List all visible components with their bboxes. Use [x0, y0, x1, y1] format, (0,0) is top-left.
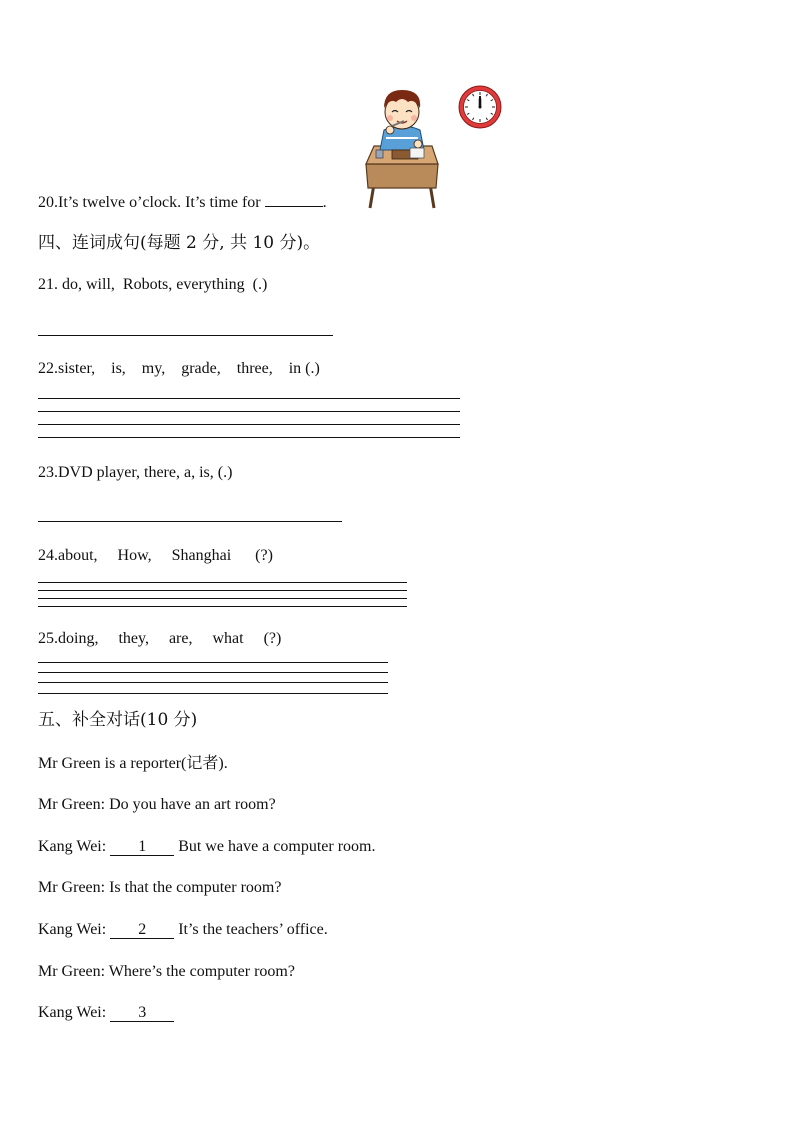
speaker: Kang Wei: — [38, 838, 111, 855]
question-number: 21. — [38, 276, 58, 293]
speaker: Kang Wei: — [38, 921, 111, 938]
question-25 — [38, 629, 281, 649]
question-words: DVD player, there, a, is, (.) — [58, 464, 233, 481]
dialogue-line-2: Kang Wei: 1 But we have a computer room. — [38, 838, 376, 855]
question-24 — [38, 546, 273, 566]
dialogue-line-1: Mr Green: Do you have an art room? — [38, 796, 276, 813]
answer-blank — [265, 206, 323, 207]
question-21 — [38, 275, 267, 295]
dialogue-intro: Mr Green is a reporter(记者). — [38, 755, 228, 772]
answer-line — [38, 437, 460, 438]
answer-line — [38, 521, 342, 522]
question-words: about, How, Shanghai (?) — [58, 547, 273, 564]
dialogue-line-5: Mr Green: Where’s the computer room? — [38, 963, 295, 980]
question-number: 24. — [38, 547, 58, 564]
answer-line — [38, 411, 460, 412]
question-text: It’s twelve o’clock. It’s time for — [58, 194, 265, 211]
answer-blank-1: 1 — [110, 838, 174, 856]
speaker: Kang Wei: — [38, 1004, 111, 1021]
question-number: 23. — [38, 464, 58, 481]
question-20: 20.It’s twelve o’clock. It’s time for . — [38, 194, 327, 211]
dialogue-line-4: Kang Wei: 2 It’s the teachers’ office. — [38, 921, 328, 938]
dialogue-line-3: Mr Green: Is that the computer room? — [38, 879, 282, 896]
question-words: doing, they, are, what (?) — [58, 630, 282, 647]
question-22 — [38, 359, 320, 379]
section-5-title: 五、补全对话(10 分) — [38, 710, 198, 730]
question-words: sister, is, my, grade, three, in (.) — [58, 360, 320, 377]
question-words: do, will, Robots, everything (.) — [58, 276, 268, 293]
clock-icon — [457, 84, 503, 130]
answer-line — [38, 682, 388, 683]
answer-line — [38, 335, 333, 336]
answer-line — [38, 672, 388, 673]
question-23 — [38, 463, 232, 483]
question-number: 25. — [38, 630, 58, 647]
answer-line — [38, 606, 407, 607]
question-number: 20. — [38, 194, 58, 211]
answer-line — [38, 582, 407, 583]
answer-line — [38, 424, 460, 425]
answer-line — [38, 590, 407, 591]
answer-line — [38, 662, 388, 663]
answer-blank-3: 3 — [110, 1004, 174, 1022]
answer-line — [38, 398, 460, 399]
answer-blank-2: 2 — [110, 921, 174, 939]
answer-line — [38, 598, 407, 599]
answer-line — [38, 693, 388, 694]
question-number: 22. — [38, 360, 58, 377]
dialogue-line-6 — [38, 1003, 174, 1023]
section-4-title: 四、连词成句(每题 2 分, 共 10 分)。 — [38, 233, 321, 253]
boy-eating-illustration — [362, 86, 442, 210]
